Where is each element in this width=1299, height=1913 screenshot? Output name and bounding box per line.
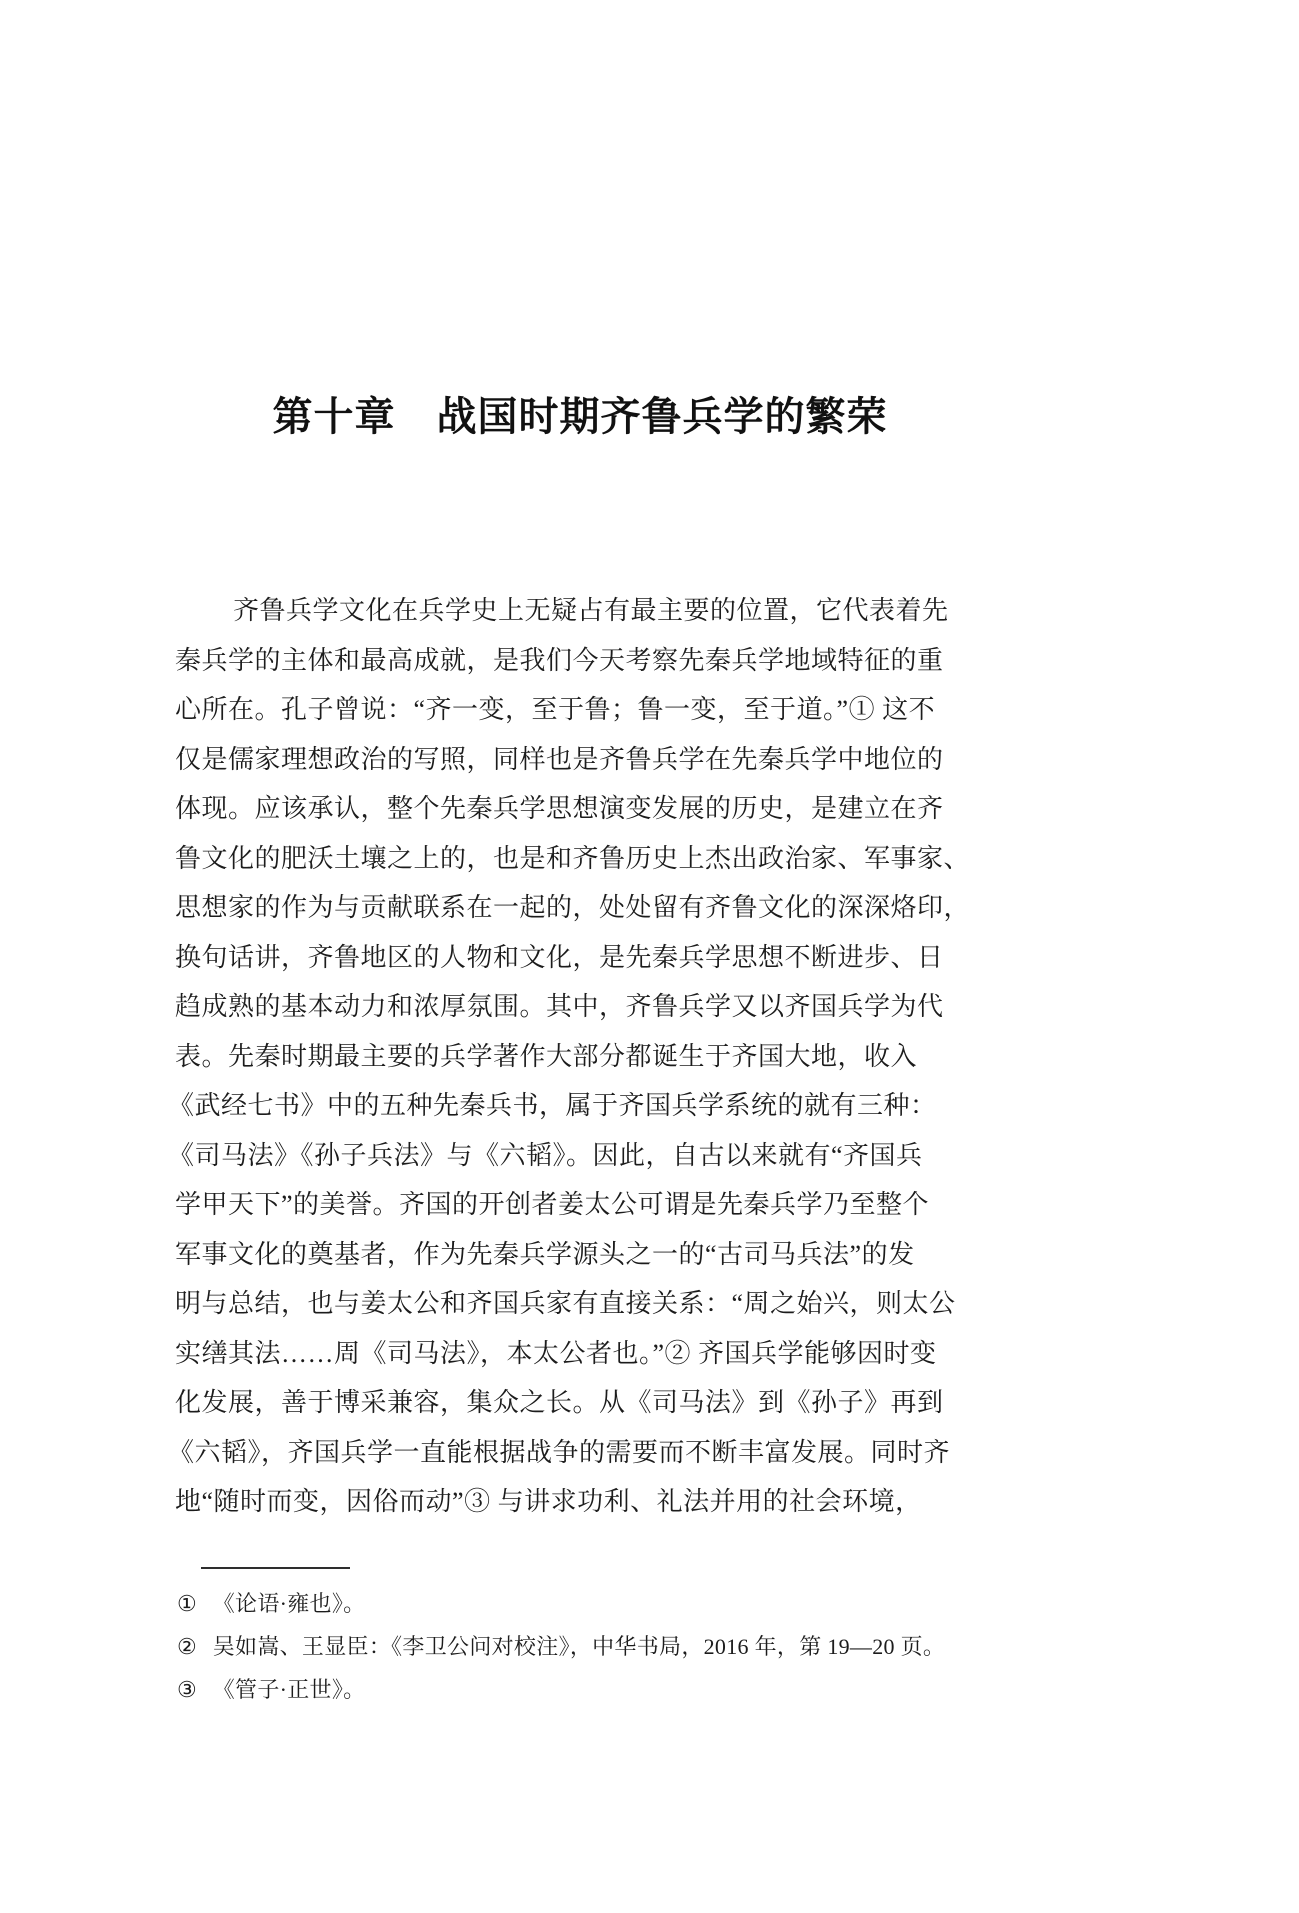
chapter-title: 第十章 战国时期齐鲁兵学的繁荣: [272, 394, 888, 439]
body-line: 仅是儒家理想政治的写照，同样也是齐鲁兵学在先秦兵学中地位的: [175, 744, 944, 774]
body-line: 心所在。孔子曾说：“齐一变，至于鲁；鲁一变，至于道。”① 这不: [175, 695, 936, 724]
body-paragraph: [168, 586, 971, 1527]
body-line: 明与总结，也与姜太公和齐国兵家有直接关系：“周之始兴，则太公: [175, 1289, 956, 1318]
body-line: 表。先秦时期最主要的兵学著作大部分都诞生于齐国大地，收入: [175, 1041, 918, 1071]
footnote-separator: [201, 1567, 350, 1569]
footnote: [177, 1668, 957, 1711]
body-line: 趋成熟的基本动力和浓厚氛围。其中，齐鲁兵学又以齐国兵学为代: [175, 992, 944, 1021]
footnote-text: 《论语·雍也》。: [212, 1591, 366, 1616]
footnote-text: 《管子·正世》。: [212, 1677, 366, 1702]
body-line: 鲁文化的肥沃土壤之上的，也是和齐鲁历史上杰出政治家、军事家、: [175, 843, 971, 873]
body-line: 学甲天下”的美誉。齐国的开创者姜太公可谓是先秦兵学乃至整个: [175, 1190, 930, 1219]
body-line: 秦兵学的主体和最高成就，是我们今天考察先秦兵学地域特征的重: [175, 645, 944, 675]
body-line: 军事文化的奠基者，作为先秦兵学源头之一的“古司马兵法”的发: [175, 1239, 915, 1269]
body-line: 《六韬》，齐国兵学一直能根据战争的需要而不断丰富发展。同时齐: [168, 1437, 951, 1467]
footnote: [177, 1582, 957, 1625]
body-line: 体现。应该承认，整个先秦兵学思想演变发展的历史，是建立在齐: [175, 794, 944, 823]
footnotes: [177, 1582, 957, 1711]
footnote: [177, 1625, 957, 1668]
footnote-marker: ②: [177, 1634, 197, 1659]
body-line: 思想家的作为与贡献联系在一起的，处处留有齐鲁文化的深深烙印，: [175, 893, 971, 922]
footnote-marker: ③: [177, 1677, 197, 1702]
body-line: 《武经七书》中的五种先秦兵书，属于齐国兵学系统的就有三种：: [168, 1091, 937, 1120]
body-line: 《司马法》《孙子兵法》与《六韬》。因此，自古以来就有“齐国兵: [168, 1140, 923, 1170]
body-line: 齐鲁兵学文化在兵学史上无疑占有最主要的位置，它代表着先: [233, 596, 949, 625]
body-line: 换句话讲，齐鲁地区的人物和文化，是先秦兵学思想不断进步、日: [175, 942, 944, 972]
footnote-marker: ①: [177, 1591, 197, 1616]
footnote-text: 吴如嵩、王显臣：《李卫公问对校注》，中华书局，2016 年，第 19—20 页。: [212, 1634, 946, 1659]
body-line: 地“随时而变，因俗而动”③ 与讲求功利、礼法并用的社会环境，: [175, 1487, 922, 1516]
body-line: 化发展，善于博采兼容，集众之长。从《司马法》到《孙子》再到: [175, 1388, 944, 1417]
body-line: 实缮其法……周《司马法》，本太公者也。”② 齐国兵学能够因时变: [175, 1338, 937, 1368]
